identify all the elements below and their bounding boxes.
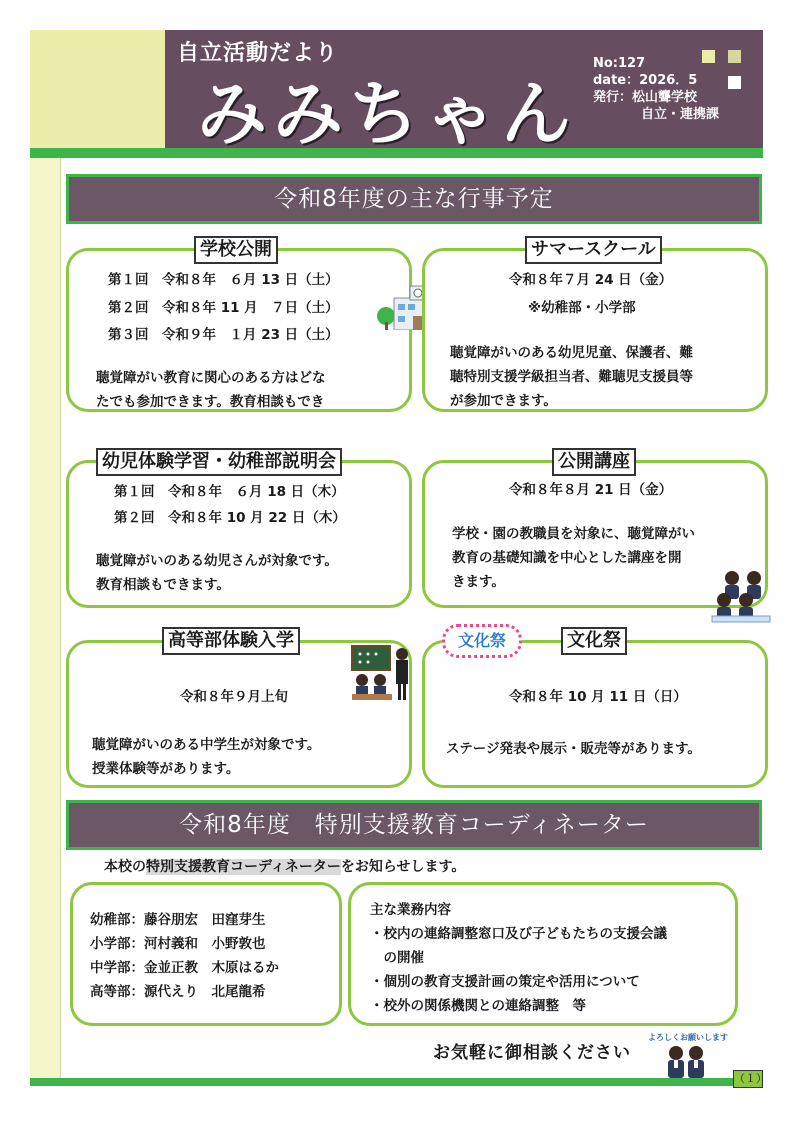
coordinator-list [90,908,279,1004]
event-note: ※幼稚部・小学部 [528,300,636,316]
event-date: 第２回 令和８年 10 月 22 日（木） [114,510,346,526]
event-box-culture-festival [422,640,768,788]
page-number: （１） [733,1070,763,1088]
students-illustration-icon [710,566,772,626]
event-title-lecture: 公開講座 [552,448,636,476]
decor-square [728,76,741,89]
event-date: 令和８年 10 月 11 日（日） [509,689,687,705]
event-date: 第３回 令和９年 １月 23 日（土） [108,327,339,343]
event-title-preschool: 幼児体験学習・幼稚部説明会 [96,448,342,476]
footer-green-bar [30,1078,763,1086]
header-yellow-block [30,30,165,148]
event-description: 学校・園の教職員を対象に、聴覚障がい 教育の基礎知識を中心とした講座を開 きます。 [452,526,695,590]
duty-item: ・校外の関係機関との連絡調整 等 [370,998,586,1014]
greeting-people-icon [662,1044,710,1078]
event-description: 聴覚障がい教育に関心のある方はどな たでも参加できます。教育相談もでき [96,370,326,410]
event-date: 令和８年７月 24 日（金） [509,272,673,288]
event-date: 第１回 令和８年 ６月 18 日（木） [114,484,345,500]
event-date: 第１回 令和８年 ６月 13 日（土） [108,272,339,288]
duties-title: 主な業務内容 [370,902,451,918]
event-description: 聴覚障がいのある幼児さんが対象です。 教育相談もできます。 [96,553,338,593]
greeting-bubble: よろしくお願いします [648,1033,728,1042]
coordinator-row: 高等部：源代えり 北尾龍希 [90,984,266,1000]
event-date: 第２回 令和８年 11 月 ７日（土） [108,300,339,316]
issue-info [593,55,719,123]
event-title-highschool-trial: 高等部体験入学 [162,627,300,655]
issue-date: date：2026．5 [593,73,698,88]
duty-item: ・個別の教育支援計画の策定や活用について [370,974,640,990]
issue-number: No:127 [593,56,646,71]
culture-festival-badge: 文化祭 [442,624,522,658]
classroom-illustration-icon [348,644,414,704]
section-title-events: 令和8年度の主な行事予定 [66,174,762,224]
coordinator-row: 小学部：河村義和 小野敦也 [90,936,266,952]
event-description: 聴覚障がいのある中学生が対象です。 授業体験等があります。 [92,737,321,777]
newsletter-title: みみちゃん [197,72,577,155]
coordinator-row: 中学部：金並正教 木原はるか [90,960,279,976]
coordinator-lead: 本校の特別支援教育コーディネーターをお知らせします。 [104,859,466,875]
consult-message: お気軽に御相談ください [433,1043,631,1063]
event-date: 令和８年８月 21 日（金） [509,482,673,498]
duty-item: の開催 [370,950,424,966]
coordinator-row: 幼稚部：藤谷朋宏 田窪芽生 [90,912,266,928]
event-date: 令和８年９月上旬 [180,689,288,705]
event-description: ステージ発表や展示・販売等があります。 [446,741,701,757]
department: 自立・連携課 [641,107,720,122]
section-title-coordinators: 令和8年度 特別支援教育コーディネーター [66,800,762,850]
event-title-summer-school: サマースクール [525,236,662,264]
event-title-open-school: 学校公開 [194,236,278,264]
decor-square [728,50,741,63]
event-title-culture-festival: 文化祭 [561,627,627,655]
duty-item: ・校内の連絡調整窓口及び子どもたちの支援会議 [370,926,667,942]
duties-list [370,898,667,1018]
event-description: 聴覚障がいのある幼児児童、保護者、難 聴特別支援学級担当者、難聴児支援員等 が参加できます。 [450,345,693,409]
decor-square [702,50,715,63]
newsletter-subtitle: 自立活動だより [177,41,339,66]
left-margin-strip [30,158,61,1078]
issuer: 発行：松山聾学校 [593,90,698,105]
